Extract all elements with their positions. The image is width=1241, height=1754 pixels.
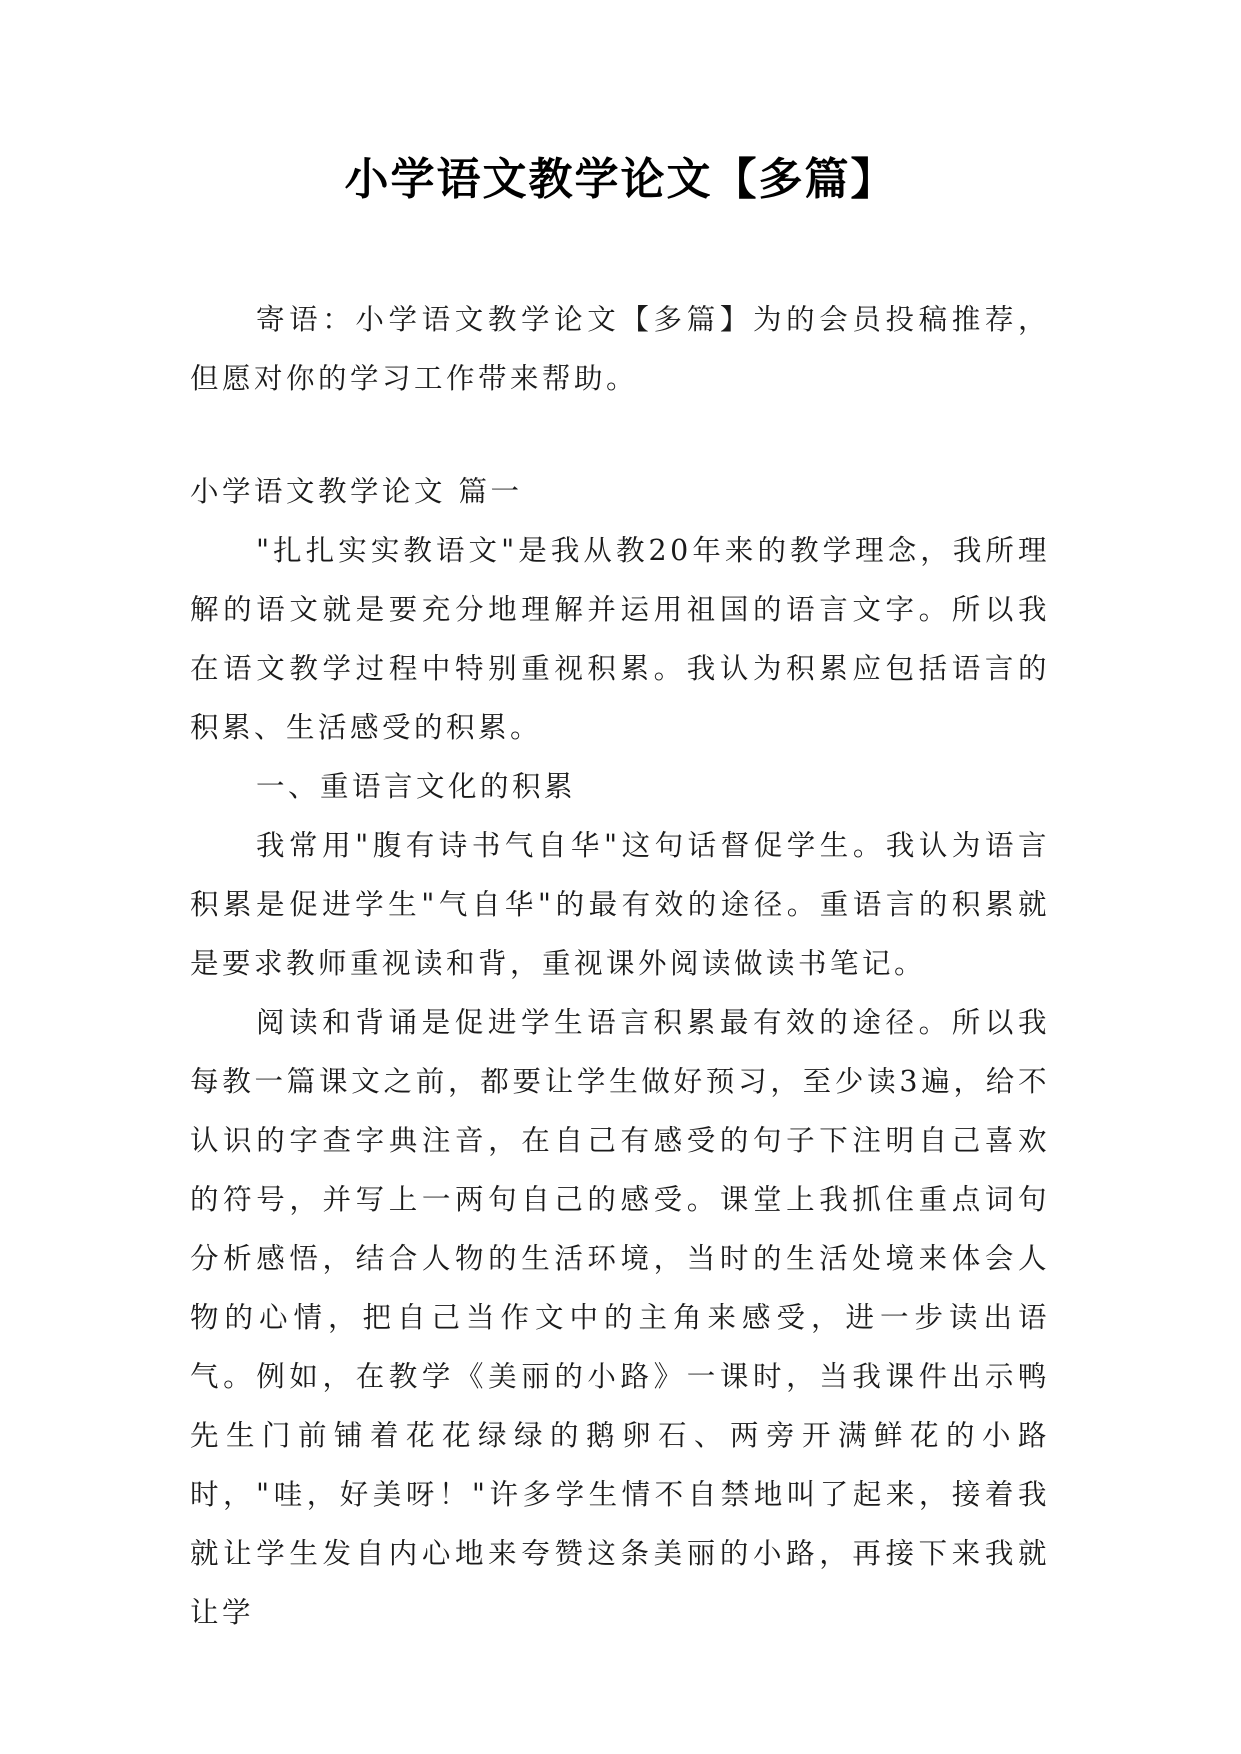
body-paragraph: "扎扎实实教语文"是我从教20年来的教学理念，我所理解的语文就是要充分地理解并运用祖国的语言文字。所以我在语文教学过程中特别重视积累。我认为积累应包括语言的积累、生活感受的积累。 xyxy=(190,534,1050,744)
subsection-heading: 一、重语言文化的积累 xyxy=(256,770,577,803)
document-title: 小学语文教学论文【多篇】 xyxy=(344,154,897,205)
body-paragraph: 我常用"腹有诗书气自华"这句话督促学生。我认为语言积累是促进学生"气自华"的最有效的途径。重语言的积累就是要求教师重视读和背，重视课外阅读做读书笔记。 xyxy=(190,829,1050,980)
intro-paragraph: 寄语：小学语文教学论文【多篇】为的会员投稿推荐，但愿对你的学习工作带来帮助。 xyxy=(190,303,1050,395)
body-paragraph: 阅读和背诵是促进学生语言积累最有效的途径。所以我每教一篇课文之前，都要让学生做好预习，至少读3遍，给不认识的字查字典注音，在自己有感受的句子下注明自己喜欢的符号，并写上一两句自己的感受。课堂上我抓住重点词句分析感悟，结合人物的生活环境，当时的生活处境来体会人物的心情，把自己当作文中的主角来感受，进一步读出语气。例如，在教学《美丽的小路》一课时，当我课件出示鸭先生门前铺着花花绿绿的鹅卵石、两旁开满鲜花的小路时，"哇，好美呀！"许多学生情不自禁地叫了起来，接着我就让学生发自内心地来夸赞这条美丽的小路，再接下来我就让学 xyxy=(190,1006,1050,1629)
section-heading: 小学语文教学论文 篇一 xyxy=(190,475,523,508)
